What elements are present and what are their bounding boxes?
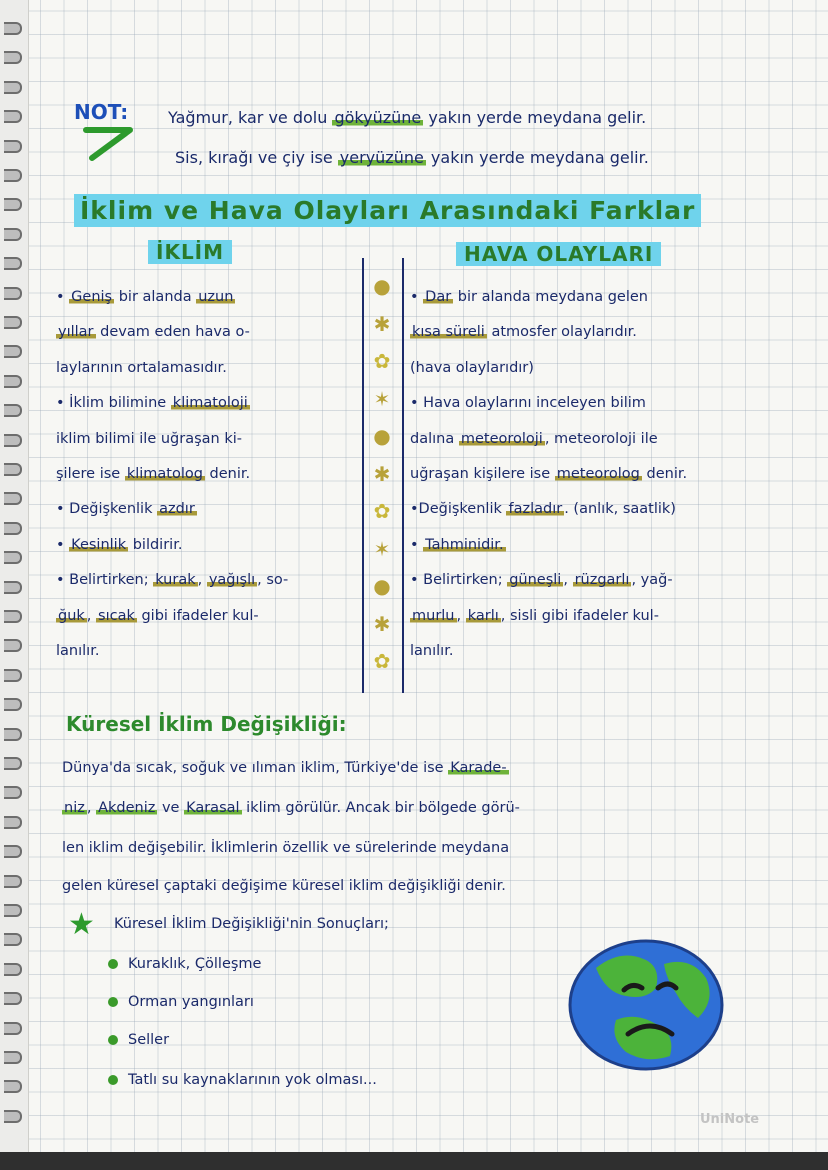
note-line-1-highlight: gökyüzüne	[334, 108, 422, 127]
line-text: ,	[456, 607, 466, 624]
note-arrow-icon	[82, 124, 134, 162]
column-line	[56, 386, 356, 421]
star-icon: ✶	[373, 386, 391, 411]
spiral-ring	[4, 287, 22, 300]
highlighted-term: kısa süreli	[412, 324, 485, 341]
spiral-ring	[4, 757, 22, 770]
column-line	[410, 280, 815, 315]
line-text: ,	[563, 572, 573, 589]
bullet-icon	[108, 959, 118, 969]
highlighted-term: Dar	[425, 289, 452, 305]
spiral-ring	[4, 1110, 22, 1123]
line-text: • İklim bilimine	[56, 395, 171, 412]
line-text: atmosfer olaylarıdır.	[486, 324, 637, 341]
note-line-2-highlight: yeryüzüne	[339, 148, 424, 167]
line-text: , so-	[257, 572, 289, 589]
column-line	[56, 422, 356, 457]
page-title-text: İklim ve Hava Olayları Arasındaki Farklar	[74, 194, 701, 227]
column-line	[56, 563, 356, 598]
spiral-ring	[4, 1022, 22, 1035]
column-line	[56, 315, 356, 350]
left-column-heading	[148, 240, 232, 264]
column-divider-right	[402, 258, 404, 693]
note-line-1-post: yakın yerde meydana gelir.	[423, 108, 647, 127]
column-line	[410, 563, 815, 598]
spiral-ring	[4, 610, 22, 623]
spiral-ring	[4, 257, 22, 270]
line-text: denir.	[204, 465, 251, 482]
line-text: •	[410, 289, 424, 305]
spiral-ring	[4, 1080, 22, 1093]
column-line	[410, 599, 815, 634]
paragraph-line-1-text: Dünya'da sıcak, soğuk ve ılıman iklim, Türkiye'de ise	[62, 760, 449, 776]
paragraph-line-2-sep2: ve	[157, 800, 185, 816]
flower-icon: ✿	[373, 499, 391, 523]
note-line-2	[175, 148, 649, 167]
paragraph-line-4: gelen küresel çaptaki değişime küresel iklim değişikliği denir.	[62, 878, 506, 894]
highlighted-term: meteorolog	[556, 465, 640, 482]
spiral-ring	[4, 816, 22, 829]
page-title	[74, 196, 701, 225]
paragraph-line-1	[62, 760, 509, 776]
highlighted-term: Tahminidir.	[425, 536, 504, 553]
line-text: iklim bilimi ile uğraşan ki-	[56, 430, 242, 447]
spiral-ring	[4, 140, 22, 153]
highlighted-term: klimatolog	[126, 465, 203, 482]
paragraph-line-2-text: iklim görülür. Ancak bir bölgede görü-	[241, 800, 520, 816]
spiral-ring	[4, 51, 22, 64]
spiral-ring	[4, 522, 22, 535]
line-text: •	[410, 536, 424, 553]
paragraph-line-2-sep1: ,	[86, 800, 97, 816]
list-item-text: Seller	[128, 1032, 170, 1048]
line-text: şilere ise	[56, 465, 125, 482]
highlighted-term: fazladır	[508, 501, 563, 518]
spiral-ring	[4, 551, 22, 564]
list-item	[108, 1032, 169, 1048]
drop-icon: ●	[373, 274, 391, 298]
column-line	[410, 351, 815, 386]
list-item-text: Kuraklık, Çölleşme	[128, 956, 262, 972]
paragraph-line-1-highlight: Karade-	[450, 760, 507, 776]
list-item-text: Tatlı su kaynaklarının yok olması...	[128, 1072, 377, 1088]
highlighted-term: klimatoloji	[172, 395, 248, 412]
note-line-2-pre: Sis, kırağı ve çiy ise	[175, 148, 338, 167]
column-line	[56, 528, 356, 563]
spiral-ring	[4, 875, 22, 888]
column-line	[410, 315, 815, 350]
right-column-heading	[456, 242, 661, 266]
bullet-icon	[108, 997, 118, 1007]
spiral-ring	[4, 639, 22, 652]
line-text: gibi ifadeler kul-	[136, 607, 259, 624]
star-icon: ✱	[373, 311, 391, 336]
right-column	[410, 280, 815, 669]
star-icon: ✱	[373, 611, 391, 636]
spiral-ring	[4, 786, 22, 799]
line-text: uğraşan kişilere ise	[410, 465, 555, 482]
spiral-ring	[4, 434, 22, 447]
highlight-akdeniz: Akdeniz	[98, 800, 156, 816]
line-text: , meteoroloji ile	[544, 430, 658, 447]
list-item	[108, 1072, 377, 1088]
paragraph-line-2	[62, 800, 520, 816]
page-bottom-edge	[0, 1152, 828, 1170]
highlighted-term: uzun	[198, 289, 234, 305]
line-text: . (anlık, saatlik)	[564, 501, 676, 518]
spiral-ring	[4, 904, 22, 917]
line-text: ,	[86, 607, 97, 624]
line-text: ,	[197, 572, 207, 589]
note-line-1-pre: Yağmur, kar ve dolu	[168, 108, 333, 127]
line-text: devam eden hava o-	[95, 324, 250, 341]
spiral-ring	[4, 81, 22, 94]
drop-icon: ●	[373, 574, 391, 598]
star-icon: ★	[68, 907, 95, 942]
bullet-icon	[108, 1035, 118, 1045]
column-line	[56, 599, 356, 634]
spiral-ring	[4, 404, 22, 417]
left-column-heading-text: İKLİM	[148, 240, 232, 264]
line-text: (hava olaylarıdır)	[410, 359, 534, 376]
highlighted-term: yıllar	[58, 324, 94, 341]
spiral-ring	[4, 345, 22, 358]
drop-icon: ●	[373, 424, 391, 448]
list-item-text: Orman yangınları	[128, 994, 254, 1010]
spiral-ring	[4, 228, 22, 241]
spiral-ring	[4, 698, 22, 711]
highlighted-term: yağışlı	[208, 572, 256, 589]
note-label: NOT:	[74, 100, 129, 124]
highlighted-term: karlı	[467, 607, 499, 624]
highlighted-term: Geniş	[71, 289, 113, 305]
column-line	[56, 280, 356, 315]
line-text: • Belirtirken;	[410, 572, 508, 589]
bullet-icon	[108, 1075, 118, 1085]
spiral-ring	[4, 963, 22, 976]
column-line	[56, 492, 356, 527]
spiral-ring	[4, 728, 22, 741]
spiral-ring	[4, 581, 22, 594]
right-column-heading-text: HAVA OLAYLARI	[456, 242, 661, 266]
list-item	[108, 994, 254, 1010]
column-line	[56, 634, 356, 669]
highlighted-term: kurak	[155, 572, 196, 589]
line-text: lanılır.	[56, 642, 100, 659]
spiral-binding	[0, 0, 29, 1170]
line-text: , yağ-	[631, 572, 673, 589]
paragraph-line-3: len iklim değişebilir. İklimlerin özellik ve sürelerinde meydana	[62, 840, 510, 856]
spiral-ring	[4, 169, 22, 182]
line-text: , sisli gibi ifadeler kul-	[500, 607, 659, 624]
line-text: lanılır.	[410, 642, 454, 659]
highlighted-term: azdır	[159, 501, 195, 518]
sad-earth-icon	[566, 938, 726, 1072]
spiral-ring	[4, 933, 22, 946]
spiral-ring	[4, 316, 22, 329]
highlighted-term: güneşli	[509, 572, 562, 589]
column-line	[410, 634, 815, 669]
star-icon: ✶	[373, 536, 391, 561]
flower-icon: ✿	[373, 649, 391, 673]
highlight-karadeniz: niz	[64, 800, 85, 816]
line-text: bir alanda	[114, 289, 197, 305]
results-heading: Küresel İklim Değişikliği'nin Sonuçları;	[114, 916, 389, 932]
line-text: denir.	[641, 465, 688, 482]
spiral-ring	[4, 198, 22, 211]
line-text: •	[56, 289, 70, 305]
spiral-ring	[4, 992, 22, 1005]
line-text: • Hava olaylarını inceleyen bilim	[410, 395, 646, 412]
highlighted-term: rüzgarlı	[574, 572, 630, 589]
note-line-1	[168, 108, 646, 127]
column-divider-left	[362, 258, 364, 693]
spiral-ring	[4, 1051, 22, 1064]
note-line-2-post: yakın yerde meydana gelir.	[425, 148, 649, 167]
spiral-ring	[4, 22, 22, 35]
line-text: • Belirtirken;	[56, 572, 154, 589]
list-item	[108, 956, 261, 972]
spiral-ring	[4, 669, 22, 682]
spiral-ring	[4, 845, 22, 858]
column-line	[410, 528, 815, 563]
highlighted-term: meteoroloji	[460, 430, 543, 447]
line-text: •	[56, 536, 70, 553]
line-text: bildirir.	[128, 536, 183, 553]
line-text: • Değişkenlik	[56, 501, 158, 518]
flower-icon: ✿	[373, 349, 391, 373]
section-title: Küresel İklim Değişikliği:	[66, 712, 347, 736]
highlight-karasal: Karasal	[186, 800, 240, 816]
column-line	[56, 351, 356, 386]
spiral-ring	[4, 375, 22, 388]
highlighted-term: murlu	[412, 607, 455, 624]
highlighted-term: sıcak	[98, 607, 135, 624]
watermark: UniNote	[700, 1112, 760, 1127]
spiral-ring	[4, 463, 22, 476]
column-line	[410, 492, 815, 527]
star-icon: ✱	[373, 461, 391, 486]
line-text: dalına	[410, 430, 459, 447]
highlighted-term: Kesinlik	[71, 536, 127, 553]
column-line	[56, 457, 356, 492]
left-column	[56, 280, 356, 669]
highlighted-term: ğuk	[58, 607, 85, 624]
line-text: laylarının ortalamasıdır.	[56, 359, 227, 376]
line-text: bir alanda meydana gelen	[453, 289, 648, 305]
spiral-ring	[4, 110, 22, 123]
column-line	[410, 457, 815, 492]
column-line	[410, 386, 815, 421]
line-text: •Değişkenlik	[410, 501, 507, 518]
spiral-ring	[4, 492, 22, 505]
column-line	[410, 422, 815, 457]
